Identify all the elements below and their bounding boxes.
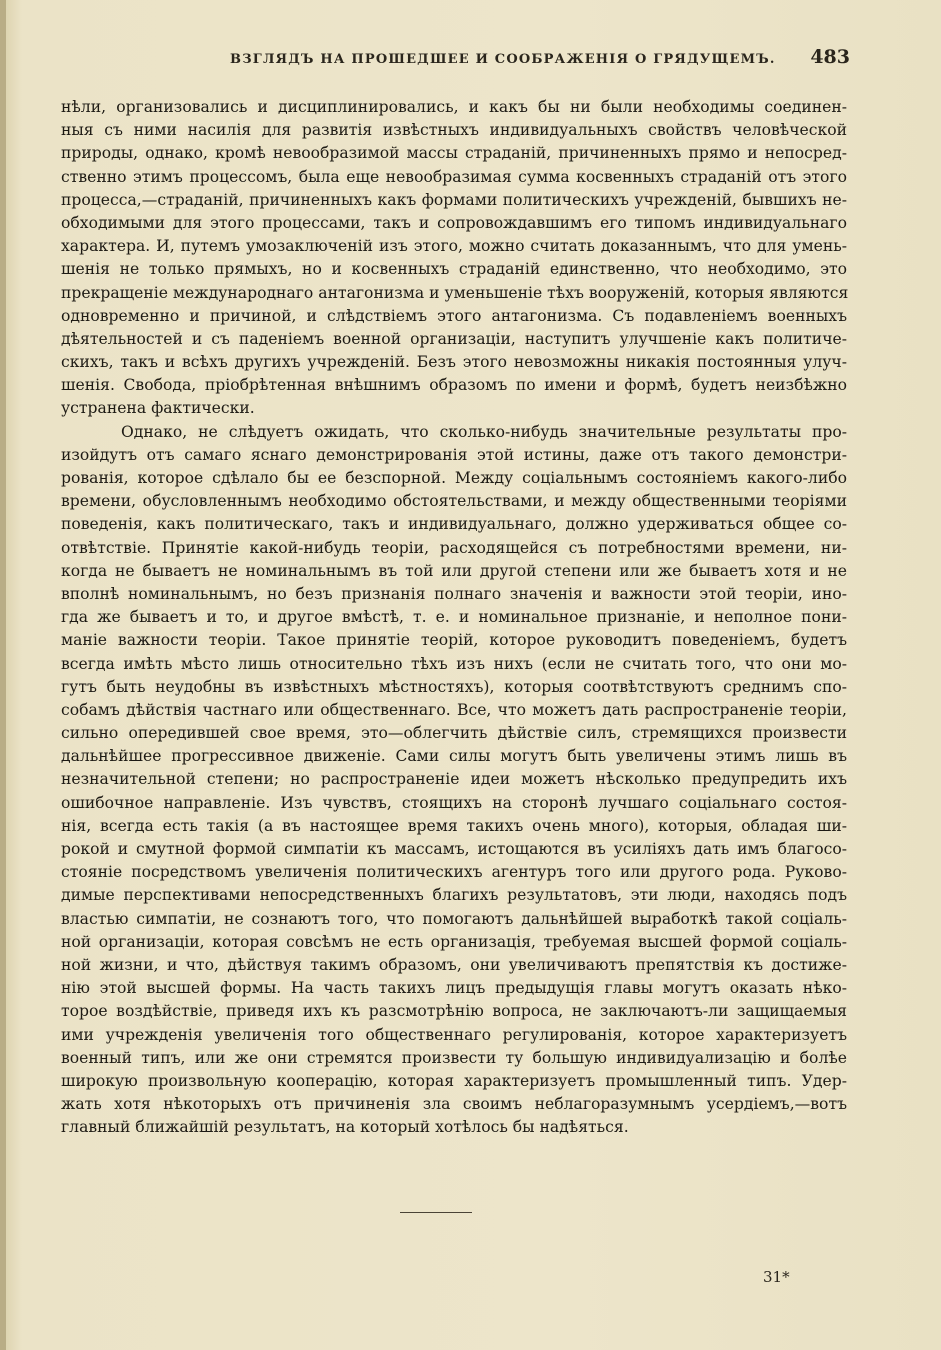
text-line: дѣятельностей и съ паденіемъ военной организаціи, наступитъ улучшеніе какъ политиче- [61, 329, 847, 348]
text-line: ственно этимъ процессомъ, была еще невообразимая сумма косвенныхъ страданій отъ этого [61, 167, 847, 186]
text-line: вполнѣ номинальнымъ, но безъ признанія полнаго значенія и важности этой теоріи, ино- [61, 584, 847, 603]
text-line: Однако, не слѣдуетъ ожидать, что сколько-нибудь значительные результаты про- [121, 422, 847, 441]
text-line: ной жизни, и что, дѣйствуя такимъ образомъ, они увеличиваютъ препятствія къ достиже- [61, 955, 847, 974]
text-line: шенія. Свобода, пріобрѣтенная внѣшнимъ образомъ по имени и формѣ, будетъ неизбѣжно [61, 376, 847, 395]
text-line: рованія, которое сдѣлало бы ее безспорной. Между соціальнымъ состояніемъ какого-либо [61, 469, 847, 487]
text-line: нѣли, организовались и дисциплинировались, и какъ бы ни были необходимы соединен- [61, 98, 847, 116]
text-line: прекращеніе международнаго антагонизма и уменьшеніе тѣхъ вооруженій, которыя являются [61, 283, 849, 302]
text-line: нія, всегда есть такія (а въ настоящее время такихъ очень много), которыя, обладая ши- [61, 816, 847, 835]
text-line: устранена фактически. [61, 399, 255, 418]
page-header [60, 46, 850, 78]
text-line: димые перспективами непосредственныхъ благихъ результатовъ, эти люди, находясь подъ [61, 886, 847, 905]
text-line: гутъ быть неудобны въ извѣстныхъ мѣстностяхъ), которыя соотвѣтствуютъ среднимъ спо- [61, 677, 847, 696]
text-line: рокой и смутной формой симпатіи къ массамъ, истощаются въ усиліяхъ дать имъ благосо- [61, 840, 847, 858]
section-divider [400, 1212, 472, 1213]
text-line: широкую произвольную кооперацію, которая характеризуетъ промышленный типъ. Удер- [61, 1071, 847, 1090]
text-line: характера. И, путемъ умозаключеній изъ этого, можно считать доказаннымъ, что для умень- [61, 237, 847, 256]
page-edge [0, 0, 6, 1350]
text-line: ошибочное направленіе. Изъ чувствъ, стоящихъ на сторонѣ лучшаго соціальнаго состоя- [61, 793, 847, 812]
text-line: поведенія, какъ политическаго, такъ и индивидуальнаго, должно удерживаться общее со- [61, 515, 847, 534]
text-line: ныя съ ними насилія для развитія извѣстныхъ индивидуальныхъ свойствъ человѣческой [61, 121, 847, 140]
text-line: когда не бываетъ не номинальнымъ въ той или другой степени или же бываетъ хотя и не [61, 561, 847, 580]
text-line: собамъ дѣйствія частнаго или общественнаго. Все, что можетъ дать распространеніе теоріи, [61, 700, 847, 719]
text-line: главный ближайшій результатъ, на который хотѣлось бы надѣяться. [61, 1118, 629, 1137]
text-line: жать хотя нѣкоторыхъ отъ причиненія зла своимъ неблагоразумнымъ усердіемъ,—вотъ [61, 1095, 847, 1114]
text-line: отвѣтствіе. Принятіе какой-нибудь теоріи, расходящейся съ потребностями времени, ни- [61, 538, 847, 557]
text-line: торое воздѣйствіе, приведя ихъ къ разсмотрѣнію вопроса, не заключаютъ-ли защищаемыя [61, 1002, 847, 1021]
text-line: времени, обусловленнымъ необходимо обстоятельствами, и между общественными теоріями [61, 492, 847, 511]
text-line: дальнѣйшее прогрессивное движеніе. Сами силы могутъ быть увеличены этимъ лишь въ [61, 747, 847, 766]
text-line: ими учрежденія увеличенія того общественнаго регулированія, которое характеризуетъ [61, 1025, 847, 1044]
text-line: природы, однако, кромѣ невообразимой массы страданій, причиненныхъ прямо и непосред- [61, 144, 847, 163]
text-line: властью симпатіи, не сознаютъ того, что помогаютъ дальнѣйшей выработкѣ такой соціаль- [61, 909, 847, 928]
text-line: нію этой высшей формы. На часть такихъ лицъ предыдущія главы могутъ оказать нѣко- [61, 979, 847, 998]
text-line: скихъ, такъ и всѣхъ другихъ учрежденій. Безъ этого невозможны никакія постоянныя улуч- [61, 353, 847, 372]
paragraph [61, 96, 847, 421]
text-line: ной организаціи, которая совсѣмъ не есть организація, требуемая высшей формой соціаль- [61, 932, 847, 951]
text-line: изойдутъ отъ самаго яснаго демонстрированія этой истины, даже отъ такого демонстри- [61, 445, 847, 464]
running-title: ВЗГЛЯДЪ НА ПРОШЕДШЕЕ И СООБРАЖЕНІЯ О ГРЯДУЩЕМЪ. [230, 52, 776, 67]
page-number: 483 [810, 46, 850, 68]
text-line: всегда имѣть мѣсто лишь относительно тѣхъ изъ нихъ (если не считать того, что они мо- [61, 654, 847, 673]
text-line: сильно опередившей свое время, это—облегчить дѣйствіе силъ, стремящихся произвести [61, 724, 847, 743]
text-line: одновременно и причиной, и слѣдствіемъ этого антагонизма. Съ подавленіемъ военныхъ [61, 306, 847, 325]
text-line: гда же бываетъ и то, и другое вмѣстѣ, т. е. и номинальное признаніе, и неполное пони- [61, 608, 847, 627]
text-line: обходимыми для этого процессами, такъ и сопровождавшимъ его типомъ индивидуальнаго [61, 213, 847, 232]
text-line: процесса,—страданій, причиненныхъ какъ формами политическихъ учрежденій, бывшихъ не- [61, 190, 847, 209]
text-line: маніе важности теоріи. Такое принятіе теорій, которое руководитъ поведеніемъ, будетъ [61, 631, 847, 650]
text-line: шенія не только прямыхъ, но и косвенныхъ страданій единственно, что необходимо, это [61, 260, 847, 279]
body-text [61, 96, 847, 1139]
printer-signature: 31* [763, 1268, 790, 1286]
text-line: незначительной степени; но распространеніе идеи можетъ нѣсколько предупредить ихъ [61, 770, 847, 789]
paragraph [61, 421, 847, 1140]
text-line: военный типъ, или же они стремятся произвести ту большую индивидуализацію и болѣе [61, 1048, 847, 1067]
text-line: стояніе посредствомъ увеличенія политическихъ агентуръ того или другого рода. Руково- [61, 863, 847, 882]
